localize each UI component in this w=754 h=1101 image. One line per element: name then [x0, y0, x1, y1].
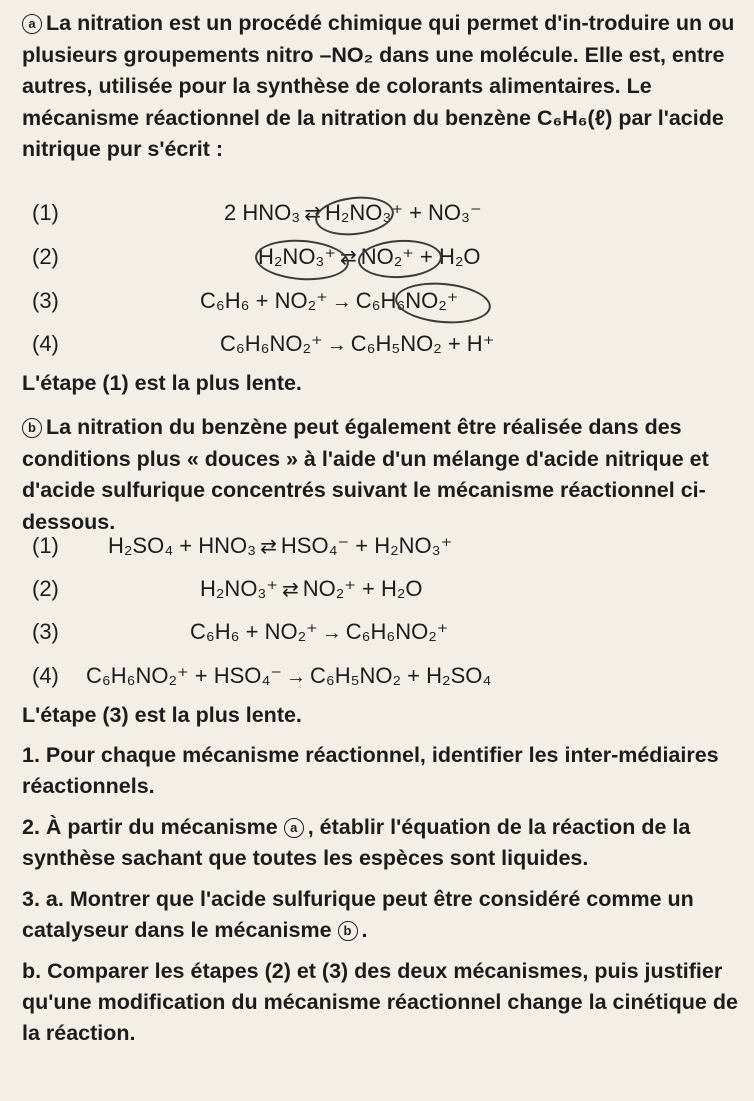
question-number: 1. — [22, 743, 40, 767]
step-rhs: C₆H₆NO₂⁺ — [355, 288, 459, 313]
part-b-step-1 — [22, 526, 740, 566]
step-lhs: C₆H₆NO₂⁺ — [220, 331, 323, 356]
step-lhs: C₆H₆ + NO₂⁺ — [200, 288, 328, 313]
part-a-intro — [22, 8, 740, 166]
step-number: (3) — [32, 619, 59, 644]
step-number: (2) — [32, 244, 59, 269]
step-arrow: → — [286, 666, 307, 688]
step-number: (1) — [32, 533, 59, 558]
part-a-marker: a — [22, 14, 42, 34]
part-a-intro-text: La nitration est un procédé chimique qui permet d'in-troduire un ou plusieurs groupements nitro –NO₂ dans une molécule. Elle est, entre autres, utilisée pour la synthèse de colorants alimentaires. Le mécanisme réactionnel de la nitration du benzène C₆H₆(ℓ) par l'acide nitrique pur s'écrit : — [22, 11, 735, 161]
part-b-intro-text: La nitration du benzène peut également être réalisée dans des conditions plus « douces » à l'aide d'un mélange d'acide nitrique et d'acide sulfurique concentrés suivant le mécanisme réactionnel ci-dessous. — [22, 415, 709, 534]
step-lhs: C₆H₆NO₂⁺ + HSO₄⁻ — [86, 663, 283, 688]
step-lhs: C₆H₆ + NO₂⁺ — [190, 619, 318, 644]
question-3a — [22, 884, 740, 946]
step-rhs: H₂NO₃⁺ + NO₃⁻ — [324, 200, 482, 225]
question-text: Pour chaque mécanisme réactionnel, identifier les inter-médiaires réactionnels. — [22, 743, 719, 798]
step-rhs: HSO₄⁻ + H₂NO₃⁺ — [280, 533, 453, 558]
step-arrow: ⇄ — [282, 579, 299, 601]
step-arrow: → — [321, 622, 342, 644]
question-text: Comparer les étapes (2) et (3) des deux mécanismes, puis justifier qu'une modification du mécanisme réactionnel change la cinétique de la réaction. — [22, 959, 738, 1045]
question-text-before: À partir du mécanisme — [45, 815, 278, 839]
mechanism-ref-badge: a — [284, 818, 304, 838]
part-b-step-3 — [22, 612, 740, 652]
step-number: (4) — [32, 331, 59, 356]
question-number: b. — [22, 959, 42, 983]
step-lhs: H₂NO₃⁺ — [258, 244, 336, 269]
part-a-step-2 — [22, 237, 740, 277]
question-text-before: Montrer que l'acide sulfurique peut être considéré comme un catalyseur dans le mécanisme — [22, 887, 694, 942]
step-arrow: ⇄ — [304, 203, 321, 225]
question-1 — [22, 740, 740, 802]
part-b-note: L'étape (3) est la plus lente. — [22, 703, 302, 727]
step-number: (2) — [32, 576, 59, 601]
part-b-marker: b — [22, 418, 42, 438]
part-b-step-4 — [22, 656, 740, 696]
question-number: 2. — [22, 815, 40, 839]
step-arrow: → — [331, 291, 352, 313]
part-a-step-3 — [22, 281, 740, 321]
step-lhs: H₂SO₄ + HNO₃ — [108, 533, 257, 558]
step-arrow: ⇄ — [260, 536, 277, 558]
part-a-note: L'étape (1) est la plus lente. — [22, 371, 302, 395]
step-rhs: C₆H₆NO₂⁺ — [345, 619, 449, 644]
step-lhs: H₂NO₃⁺ — [200, 576, 278, 601]
step-arrow: → — [326, 334, 347, 356]
step-rhs: C₆H₅NO₂ + H⁺ — [350, 331, 495, 356]
step-number: (3) — [32, 288, 59, 313]
step-rhs: C₆H₅NO₂ + H₂SO₄ — [310, 663, 492, 688]
part-a-step-4 — [22, 324, 740, 364]
step-number: (4) — [32, 663, 59, 688]
part-b-step-2 — [22, 569, 740, 609]
step-rhs: NO₂⁺ + H₂O — [360, 244, 481, 269]
step-number: (1) — [32, 200, 59, 225]
step-rhs: NO₂⁺ + H₂O — [302, 576, 423, 601]
part-b-intro — [22, 412, 740, 538]
question-3b — [22, 956, 740, 1049]
question-2 — [22, 812, 740, 874]
question-text-after: . — [361, 918, 368, 942]
question-text-after: , établir l'équation de la réaction de la synthèse sachant que toutes les espèces sont liquides. — [22, 815, 691, 870]
part-a-step-1 — [22, 193, 740, 233]
step-lhs: 2 HNO₃ — [224, 200, 301, 225]
question-number: 3. a. — [22, 887, 64, 911]
step-arrow: ⇄ — [340, 247, 357, 269]
mechanism-ref-badge: b — [338, 921, 358, 941]
